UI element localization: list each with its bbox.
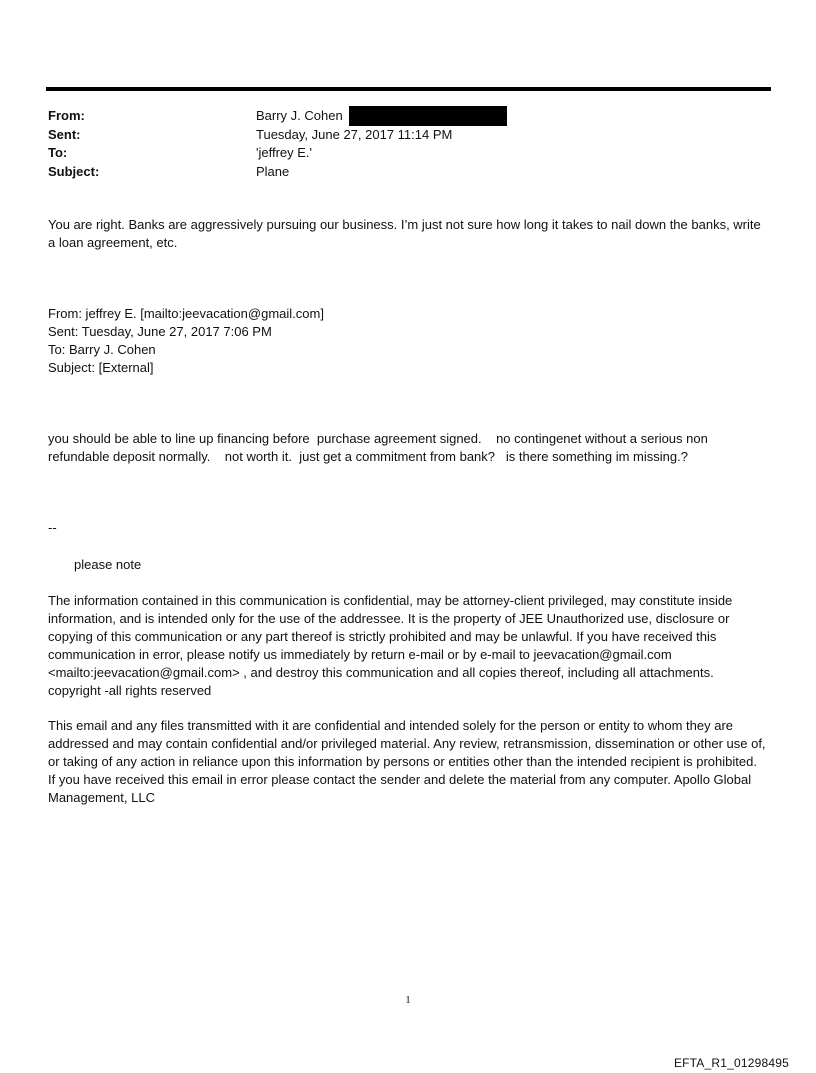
signature-separator: --	[48, 520, 57, 535]
sent-row	[48, 126, 768, 145]
subject-row	[48, 163, 768, 182]
quoted-from-line: From: jeffrey E. [mailto:jeevacation@gmail.com]	[48, 306, 324, 321]
sent-label: Sent:	[48, 126, 81, 142]
from-value: Barry J. Cohen	[256, 108, 343, 123]
redaction-box	[349, 106, 507, 126]
quoted-body: you should be able to line up financing before purchase agreement signed. no contingenet without a serious non refundable deposit normally. not worth it. just get a commitment from bank? is there something im missing.?	[48, 431, 712, 464]
to-value: 'jeffrey E.'	[256, 145, 313, 160]
email-header	[48, 107, 768, 181]
from-label: From:	[48, 108, 85, 123]
subject-label: Subject:	[48, 163, 100, 179]
from-row	[48, 107, 768, 126]
header-divider	[46, 87, 771, 91]
quoted-to-line: To: Barry J. Cohen	[48, 342, 156, 357]
reply-body: You are right. Banks are aggressively pursuing our business. I’m just not sure how long it takes to nail down the banks, write a loan agreement, etc.	[48, 217, 761, 250]
page-number: 1	[405, 994, 411, 1006]
to-row	[48, 144, 768, 163]
disclaimer-notice: This email and any files transmitted with it are confidential and intended solely for the person or entity to whom they are addressed and may contain confidential and/or privileged material. Any review, retransmission, dissemination or other use of, or taking of any action in reliance upon this information by persons or entities other than the intended recipient is prohibited. If you have received this email in error please contact the sender and delete the material from any computer. Apollo Global Management, LLC	[48, 718, 766, 805]
subject-value: Plane	[256, 163, 290, 179]
signature-note: please note	[74, 557, 142, 572]
bates-number: EFTA_R1_01298495	[673, 1056, 789, 1070]
sent-value: Tuesday, June 27, 2017 11:14 PM	[256, 126, 453, 142]
quoted-header	[48, 305, 766, 377]
from-value-wrapper	[256, 106, 507, 126]
confidentiality-notice: The information contained in this communication is confidential, may be attorney-client privileged, may constitute inside information, and is intended only for the use of the addressee. It is the property of JEE Unauthorized use, disclosure or copying of this communication or any part thereof is strictly prohibited and may be unlawful. If you have received this communication in error, please notify us immediately by return e-mail or by e-mail to jeevacation@gmail.com <mailto:jeevacation@gmail.com> , and destroy this communication and all copies thereof, including all attachments. copyright -all rights reserved	[48, 593, 733, 698]
quoted-subject-line: Subject: [External]	[48, 360, 154, 375]
quoted-sent-line: Sent: Tuesday, June 27, 2017 7:06 PM	[48, 324, 272, 339]
to-label: To:	[48, 145, 68, 160]
